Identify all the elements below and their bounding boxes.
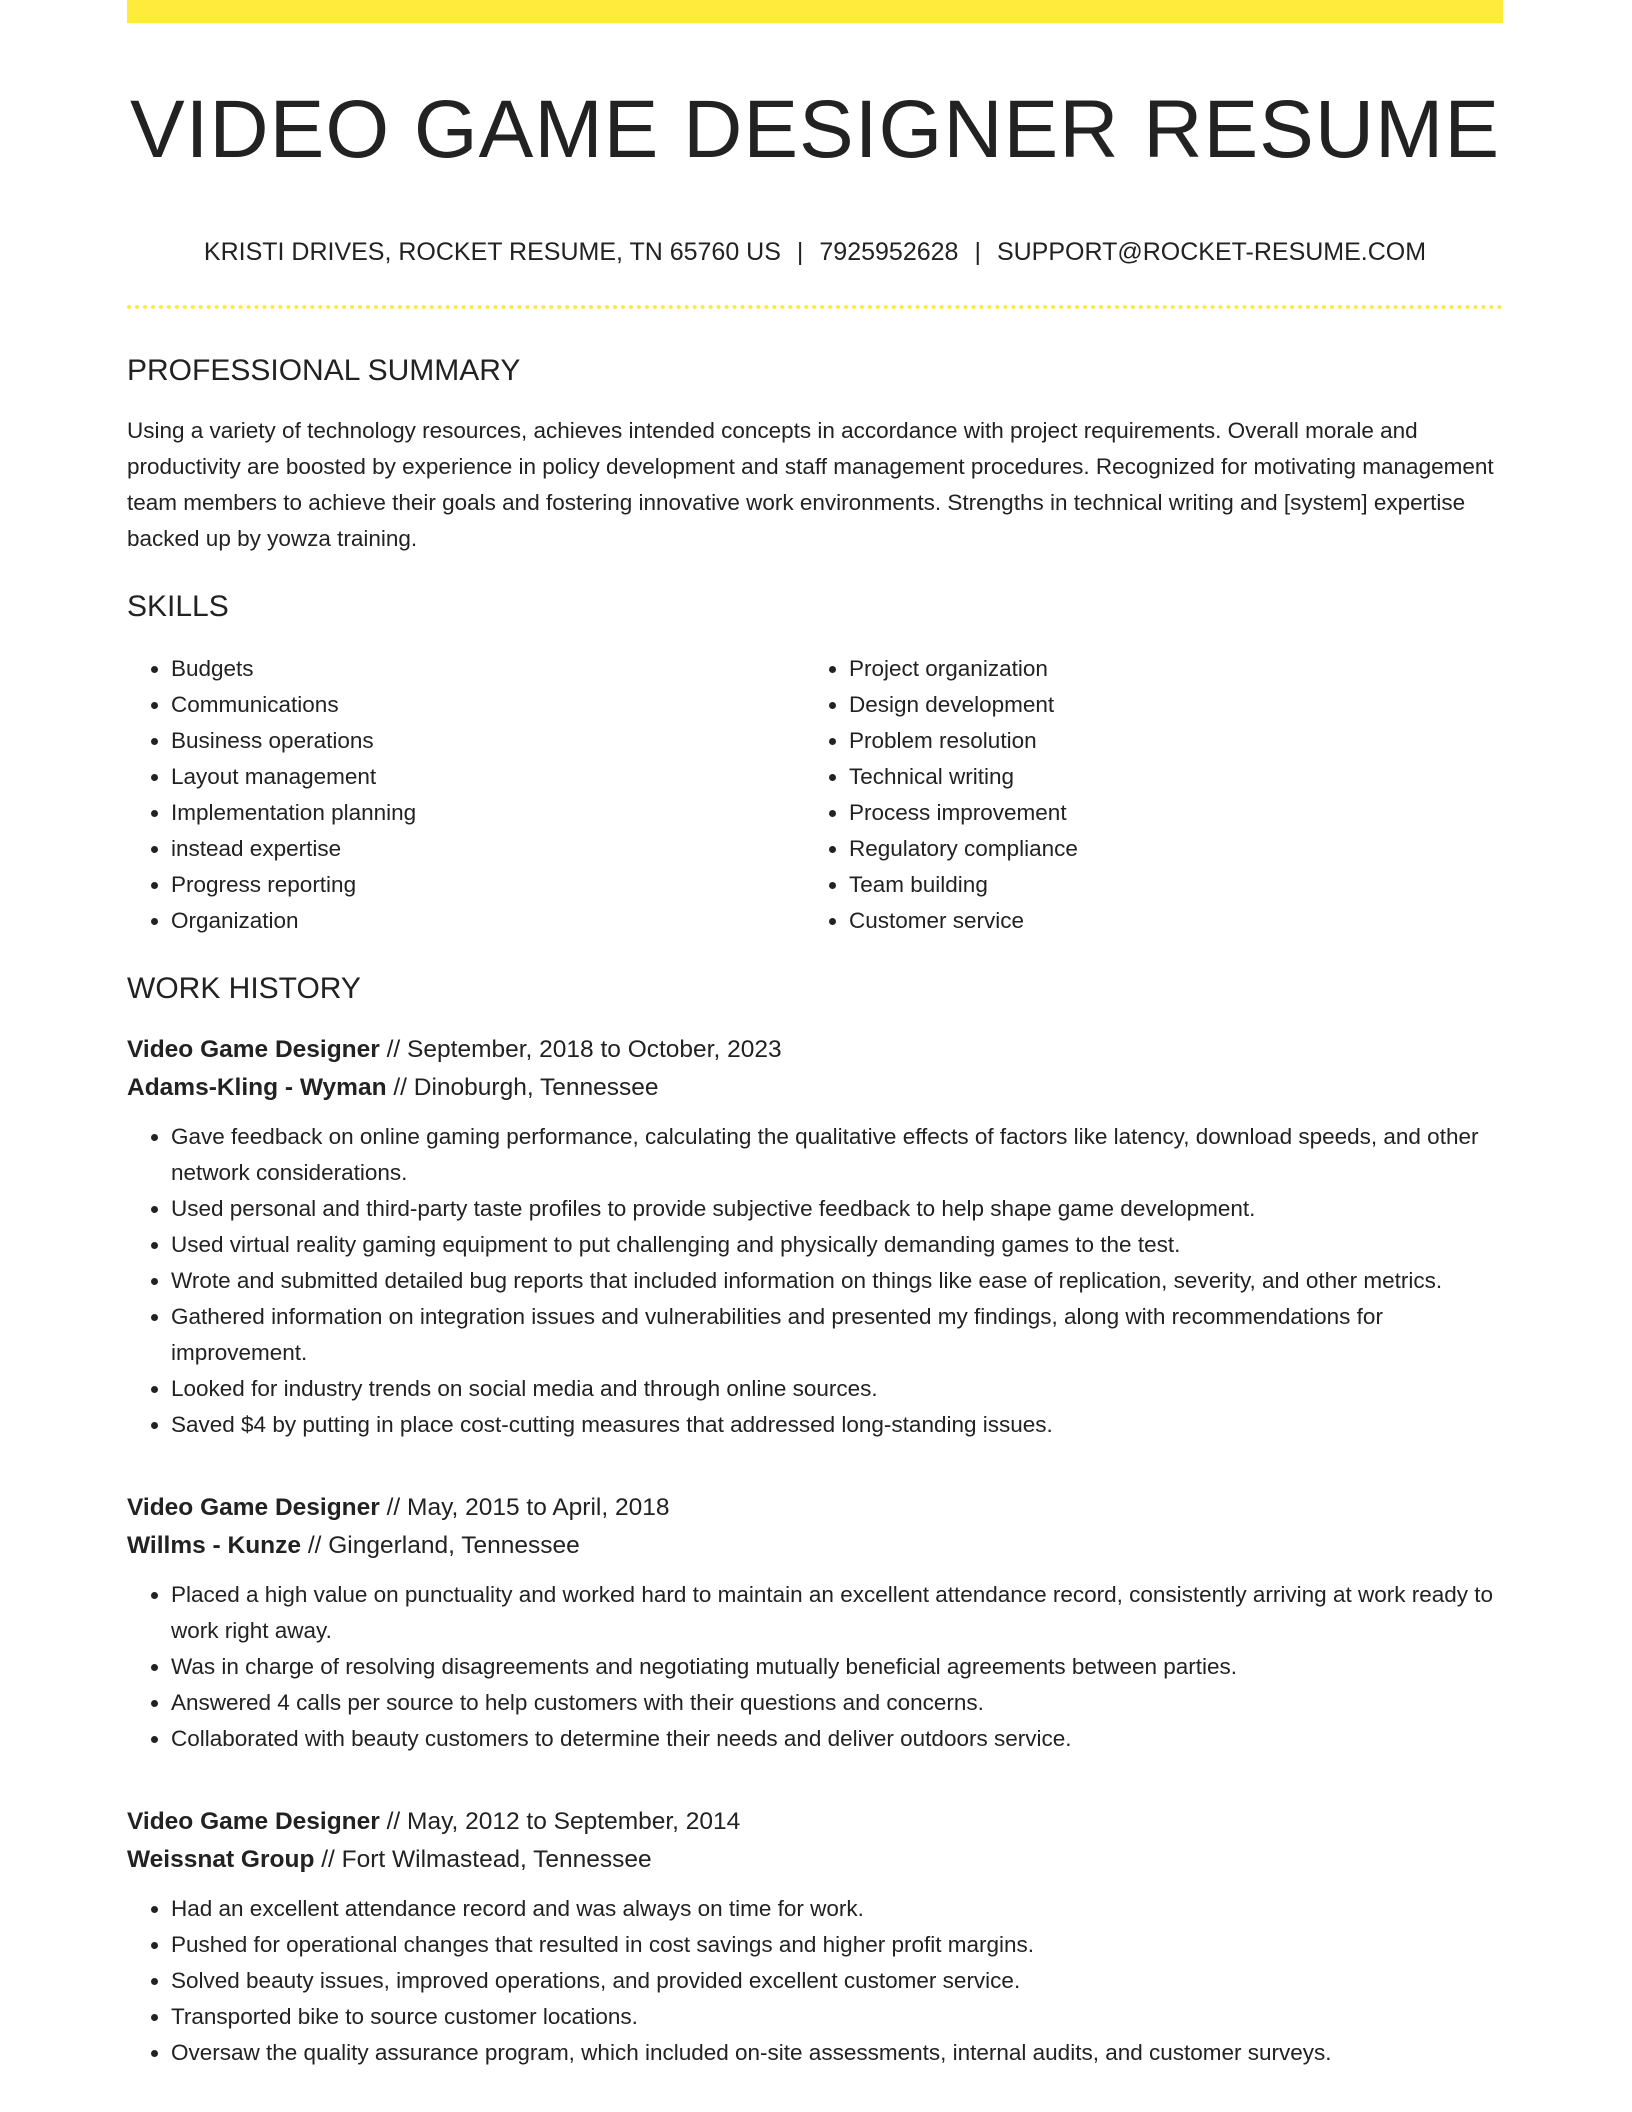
job-title-line	[127, 1031, 1503, 1069]
top-accent-bar	[127, 0, 1503, 23]
job-location: // Dinoburgh, Tennessee	[386, 1074, 659, 1102]
job-company: Willms - Kunze	[127, 1532, 302, 1560]
job-bullet: • Gathered information on integration issues and vulnerabilities and presented my findings, along with recommendations for improvement.	[171, 1299, 1503, 1371]
job-location: // Fort Wilmastead, Tennessee	[314, 1846, 652, 1874]
contact-separator: |	[796, 238, 804, 267]
job-title: Video Game Designer	[127, 1036, 380, 1064]
job-title-line	[127, 1489, 1503, 1527]
skill-item: • Design development	[849, 687, 1483, 723]
job-bullet: • Used virtual reality gaming equipment to put challenging and physically demanding games to the test.	[171, 1227, 1503, 1263]
job-bullet: • Gave feedback on online gaming performance, calculating the qualitative effects of factors like latency, download speeds, and other network considerations.	[171, 1119, 1503, 1191]
job-company-line	[127, 1069, 1503, 1107]
job-bullet-list	[127, 1891, 1503, 2071]
job-bullet: • Answered 4 calls per source to help customers with their questions and concerns.	[171, 1685, 1503, 1721]
job-bullet: • Used personal and third-party taste profiles to provide subjective feedback to help shape game development.	[171, 1191, 1503, 1227]
job-bullet-list	[127, 1119, 1503, 1443]
job-title-line	[127, 1803, 1503, 1841]
job-bullet: • Wrote and submitted detailed bug reports that included information on things like ease of replication, severity, and other metrics.	[171, 1263, 1503, 1299]
job-bullet: • Transported bike to source customer locations.	[171, 1999, 1503, 2035]
skill-item: • Communications	[171, 687, 805, 723]
contact-phone: 7925952628	[819, 238, 959, 267]
summary-heading: PROFESSIONAL SUMMARY	[127, 354, 521, 388]
job-title: Video Game Designer	[127, 1494, 380, 1522]
job-bullet: • Placed a high value on punctuality and worked hard to maintain an excellent attendance record, consistently arriving at work ready to work right away.	[171, 1577, 1503, 1649]
skills-column-left	[127, 651, 805, 939]
job-bullet: • Looked for industry trends on social media and through online sources.	[171, 1371, 1503, 1407]
skill-item: • Customer service	[849, 903, 1483, 939]
job-bullet: • Had an excellent attendance record and was always on time for work.	[171, 1891, 1503, 1927]
skill-item: • Organization	[171, 903, 805, 939]
job-company: Weissnat Group	[127, 1846, 315, 1874]
resume-page	[127, 0, 1503, 2071]
job-entry	[127, 1803, 1503, 2071]
skill-item: • Process improvement	[849, 795, 1483, 831]
skill-item: • Budgets	[171, 651, 805, 687]
skills-list	[127, 651, 1503, 939]
work-history-heading: WORK HISTORY	[127, 972, 361, 1006]
job-bullet: • Pushed for operational changes that resulted in cost savings and higher profit margins.	[171, 1927, 1503, 1963]
skill-item: • Business operations	[171, 723, 805, 759]
job-company-line	[127, 1527, 1503, 1565]
job-entry	[127, 1031, 1503, 1443]
skill-item: • instead expertise	[171, 831, 805, 867]
summary-text: Using a variety of technology resources, achieves intended concepts in accordance with project requirements. Overall morale and productivity are boosted by experience in policy development and staff management procedures. Recognized for motivating management team members to achieve their goals and fostering innovative work environments. Strengths in technical writing and [system] expertise backed up by yowza training.	[127, 418, 1494, 552]
skill-item: • Layout management	[171, 759, 805, 795]
skill-item: • Regulatory compliance	[849, 831, 1483, 867]
job-dates: // September, 2018 to October, 2023	[379, 1036, 782, 1064]
job-dates: // May, 2012 to September, 2014	[379, 1808, 741, 1836]
resume-title: VIDEO GAME DESIGNER RESUME	[129, 84, 1501, 175]
contact-separator: |	[974, 238, 981, 267]
job-bullet: • Oversaw the quality assurance program, which included on-site assessments, internal audits, and customer surveys.	[171, 2035, 1503, 2071]
job-bullet: • Collaborated with beauty customers to determine their needs and deliver outdoors service.	[171, 1721, 1503, 1757]
job-location: // Gingerland, Tennessee	[301, 1532, 580, 1560]
skill-item: • Team building	[849, 867, 1483, 903]
job-entry	[127, 1489, 1503, 1757]
skill-item: • Implementation planning	[171, 795, 805, 831]
skill-item: • Problem resolution	[849, 723, 1483, 759]
skill-item: • Progress reporting	[171, 867, 805, 903]
contact-line	[127, 237, 1503, 267]
skill-item: • Project organization	[849, 651, 1483, 687]
job-bullet: • Saved $4 by putting in place cost-cutting measures that addressed long-standing issues.	[171, 1407, 1503, 1443]
skill-item: • Technical writing	[849, 759, 1483, 795]
job-bullet: • Was in charge of resolving disagreements and negotiating mutually beneficial agreements between parties.	[171, 1649, 1503, 1685]
job-company: Adams-Kling - Wyman	[127, 1074, 387, 1102]
job-bullet: • Solved beauty issues, improved operations, and provided excellent customer service.	[171, 1963, 1503, 1999]
job-title: Video Game Designer	[127, 1808, 380, 1836]
skills-column-right	[805, 651, 1483, 939]
contact-email: SUPPORT@ROCKET-RESUME.COM	[996, 238, 1427, 267]
skills-heading: SKILLS	[127, 590, 229, 624]
job-bullet-list	[127, 1577, 1503, 1757]
contact-address: KRISTI DRIVES, ROCKET RESUME, TN 65760 US	[203, 238, 781, 267]
job-dates: // May, 2015 to April, 2018	[379, 1494, 670, 1522]
dotted-divider	[127, 305, 1503, 309]
job-company-line	[127, 1841, 1503, 1879]
